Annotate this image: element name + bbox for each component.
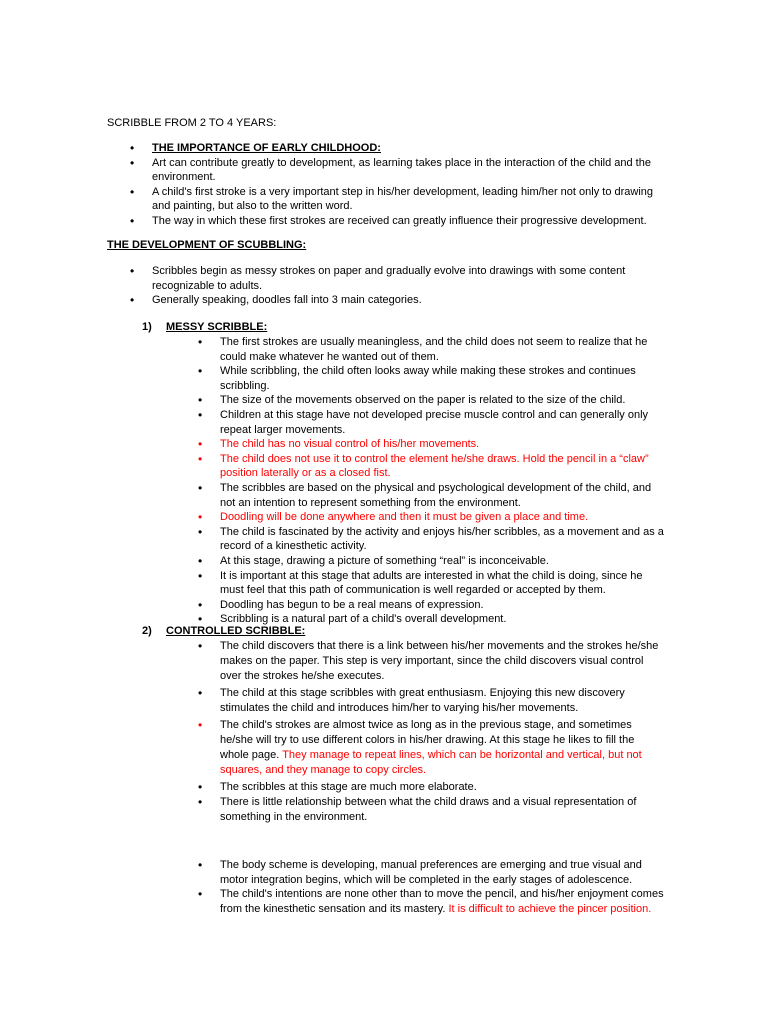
bullet-icon: • (198, 858, 203, 872)
heading-label: MESSY SCRIBBLE: (166, 321, 268, 333)
list-item-text: There is little relationship between what the child draws and a visual representation of something in the environment. (220, 796, 637, 823)
list-item-text: Children at this stage have not developed precise muscle control and can generally only repeat larger movements. (220, 408, 649, 436)
list-item-text: The child's intentions are none other than to move the pencil, and his/her enjoyment comes from the kinesthetic sensation and its mastery. (220, 888, 664, 915)
list-item-text: The child is fascinated by the activity and enjoys his/her scribbles, as a movement and as a record of a kinesthetic activity. (220, 525, 664, 553)
list-item-text: Doodling will be done anywhere and then it must be given a place and time. (220, 511, 589, 524)
bullet-icon: • (198, 335, 203, 349)
list-item (130, 264, 662, 293)
list-item-text: The child does not use it to control the element he/she draws. Hold the pencil in a “claw” position laterally or as a closed fist. (220, 452, 649, 480)
bullet-icon: • (130, 184, 135, 199)
list-item (198, 364, 665, 393)
list-item (130, 293, 662, 308)
bullet-icon: • (198, 553, 203, 568)
list-item (198, 639, 665, 684)
list-item (198, 795, 665, 825)
list-item (198, 524, 665, 554)
bullet-icon: • (198, 639, 203, 653)
heading-label: CONTROLLED SCRIBBLE: (166, 625, 306, 637)
bullet-icon: • (198, 568, 203, 583)
list-item-text: The body scheme is developing, manual preferences are emerging and true visual and motor integration begins, which will be completed in the early stages of adolescence. (220, 859, 642, 886)
bullet-icon: • (198, 451, 203, 466)
list-item-text: Scribbles begin as messy strokes on paper and gradually evolve into drawings with some content recognizable to adults. (152, 265, 626, 292)
bullet-icon: • (130, 293, 135, 308)
list-item-text: The scribbles at this stage are much more elaborate. (220, 781, 477, 793)
bullet-icon: • (198, 686, 203, 700)
bullet-icon: • (198, 407, 203, 422)
list-item (198, 568, 665, 598)
list-item (198, 597, 665, 613)
list-item (198, 858, 665, 887)
list-item (198, 887, 665, 916)
list-item-text: The child's strokes are almost twice as long as in the previous stage, and sometimes he/she will try to use different colors in his/her drawing. At this stage he likes to fill the whole page. (220, 719, 635, 761)
messy-scribble-heading (142, 321, 267, 333)
bullet-icon: • (198, 510, 203, 525)
highlighted-text: They manage to repeat lines, which can be horizontal and vertical, but not squares, and they manage to copy circles. (220, 749, 642, 776)
list-item-text: The way in which these first strokes are received can greatly influence their progressive development. (152, 214, 647, 227)
bullet-icon: • (198, 364, 203, 379)
list-item (198, 718, 665, 778)
list-item-text: The first strokes are usually meaningless, and the child does not seem to realize that he could make whatever he wanted out of them. (220, 336, 648, 363)
list-item (130, 155, 662, 185)
bullet-icon: • (198, 718, 203, 732)
highlighted-text: It is difficult to achieve the pincer position. (448, 902, 652, 915)
list-item (198, 393, 665, 408)
bullet-icon: • (198, 524, 203, 539)
bullet-icon: • (198, 887, 203, 902)
bullet-icon: • (130, 141, 135, 155)
bullet-icon: • (198, 437, 203, 452)
development-heading: THE DEVELOPMENT OF SCUBBLING: (107, 239, 307, 251)
list-item-text: The scribbles are based on the physical and psychological development of the child, and not an intention to represent something from the environment. (220, 481, 652, 509)
list-item (130, 213, 662, 229)
bullet-icon: • (198, 612, 203, 627)
list-item-text: At this stage, drawing a picture of something “real” is inconceivable. (220, 554, 549, 567)
bullet-icon: • (198, 393, 203, 408)
list-item (198, 451, 665, 481)
messy-scribble-list (198, 335, 665, 627)
list-item-text: The child discovers that there is a link between his/her movements and the strokes he/she makes on the paper. This step is very important, since the child discovers visual control over the strokes he/she executes. (220, 640, 659, 682)
list-item-text: A child's first stroke is a very important step in his/her development, leading him/her not only to drawing and painting, but also to the written word. (152, 185, 654, 213)
controlled-scribble-heading (142, 625, 305, 637)
development-list (130, 264, 662, 308)
list-item (130, 141, 662, 156)
bullet-icon: • (198, 597, 203, 612)
list-item-text: Doodling has begun to be a real means of expression. (220, 598, 484, 611)
list-item (198, 407, 665, 437)
document-title: SCRIBBLE FROM 2 TO 4 YEARS: (107, 117, 277, 129)
list-item-text: While scribbling, the child often looks away while making these strokes and continues scribbling. (220, 365, 636, 392)
list-item (198, 480, 665, 510)
intro-list (130, 141, 662, 229)
list-item-text: Generally speaking, doodles fall into 3 main categories. (152, 294, 422, 307)
list-item (198, 437, 665, 452)
bullet-icon: • (130, 264, 135, 278)
bullet-icon: • (198, 480, 203, 495)
heading-number: 2) (142, 625, 152, 637)
list-item (198, 686, 665, 716)
heading-number: 1) (142, 321, 152, 333)
list-item (198, 510, 665, 525)
list-item (198, 335, 665, 364)
bullet-icon: • (130, 155, 135, 170)
controlled-scribble-list (198, 639, 665, 825)
list-item (198, 780, 665, 795)
bullet-icon: • (130, 213, 135, 228)
list-item (198, 553, 665, 569)
list-item (130, 184, 662, 214)
development-notes-list (198, 858, 665, 916)
list-item-text: The size of the movements observed on the paper is related to the size of the child. (220, 394, 626, 407)
bullet-icon: • (198, 780, 203, 794)
list-item-text: The child has no visual control of his/her movements. (220, 438, 480, 451)
list-item-text: It is important at this stage that adults are interested in what the child is doing, since he must feel that this path of communication is well regarded or accepted by them. (220, 569, 643, 597)
list-item-text: The child at this stage scribbles with great enthusiasm. Enjoying this new discovery stimulates the child and introduces him/her to varying his/her movements. (220, 687, 625, 714)
bullet-icon: • (198, 795, 203, 809)
list-item-text: Scribbling is a natural part of a child's overall development. (220, 613, 507, 626)
intro-heading: THE IMPORTANCE OF EARLY CHILDHOOD: (152, 142, 381, 154)
list-item-text: Art can contribute greatly to development, as learning takes place in the interaction of the child and the environment. (152, 156, 651, 184)
